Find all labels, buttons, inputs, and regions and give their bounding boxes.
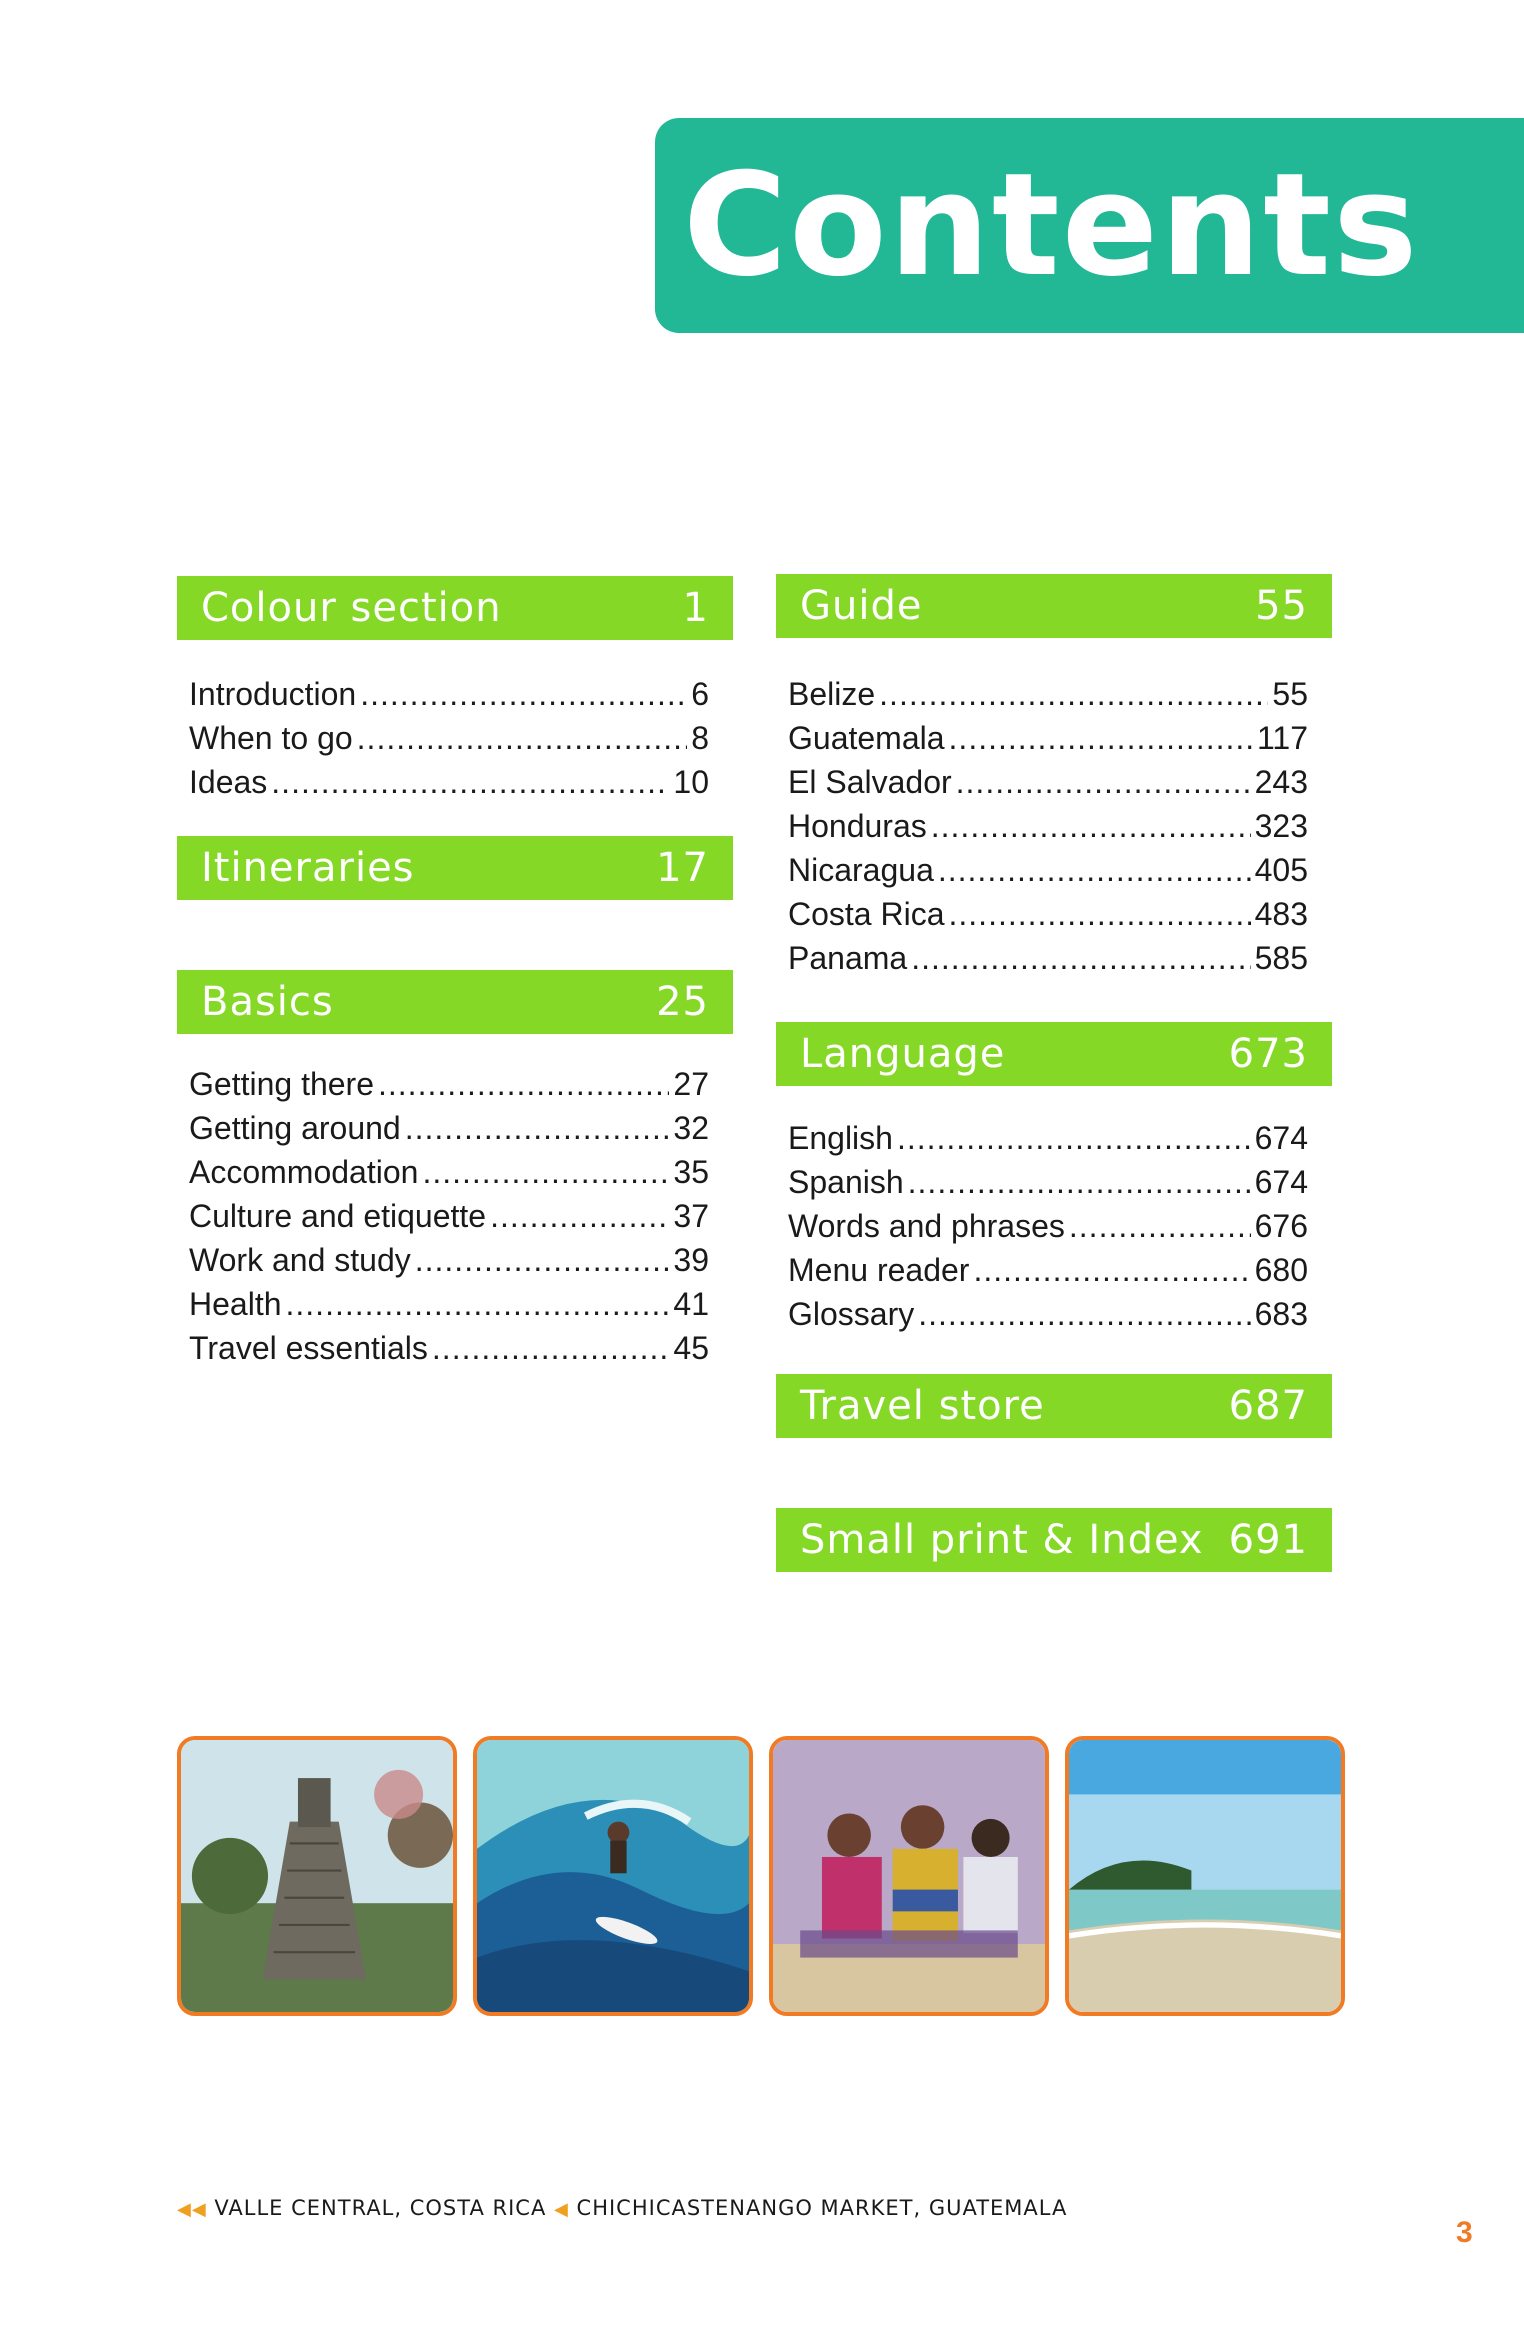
section-bar[interactable] <box>776 574 1332 638</box>
section-title: Small print & Index <box>800 1517 1204 1563</box>
entry-page: 41 <box>673 1286 709 1322</box>
entry-label: Getting around <box>189 1110 401 1146</box>
entry-label: Health <box>189 1286 282 1322</box>
page-title: Contents <box>683 143 1420 308</box>
entry-page: 55 <box>1272 676 1308 712</box>
section-bar[interactable] <box>776 1374 1332 1438</box>
toc-entry[interactable] <box>776 1292 1332 1336</box>
section-language <box>776 1022 1332 1336</box>
leader-dots <box>897 1116 1251 1160</box>
entry-label: Accommodation <box>189 1154 419 1190</box>
leader-dots <box>432 1326 670 1370</box>
mayan-pyramid-photo <box>177 1736 457 2016</box>
leader-dots <box>422 1150 669 1194</box>
section-bar[interactable] <box>776 1022 1332 1086</box>
leader-dots <box>271 760 669 804</box>
entry-label: Work and study <box>189 1242 411 1278</box>
photo-strip <box>177 1736 1347 2014</box>
entry-page: 585 <box>1254 940 1308 976</box>
leader-dots <box>1069 1204 1251 1248</box>
section-title: Language <box>800 1031 1006 1077</box>
toc-entry[interactable] <box>776 716 1332 760</box>
surfer-wave-photo <box>473 1736 753 2016</box>
section-page: 25 <box>656 979 709 1025</box>
page-number: 3 <box>1456 2216 1473 2249</box>
section-title: Travel store <box>800 1383 1045 1429</box>
beach-photo <box>1065 1736 1345 2016</box>
caption-first: VALLE CENTRAL, COSTA RICA <box>214 2196 547 2220</box>
entry-label: Honduras <box>788 808 927 844</box>
entry-label: Words and phrases <box>788 1208 1065 1244</box>
toc-entry[interactable] <box>177 1326 733 1370</box>
section-colour <box>177 576 733 804</box>
leader-dots <box>908 1160 1251 1204</box>
leader-dots <box>286 1282 670 1326</box>
entry-page: 323 <box>1254 808 1308 844</box>
section-bar[interactable] <box>177 970 733 1034</box>
title-tab <box>655 118 1524 333</box>
entry-label: Introduction <box>189 676 357 712</box>
leader-dots <box>357 716 688 760</box>
entry-page: 45 <box>673 1330 709 1366</box>
entry-page: 39 <box>673 1242 709 1278</box>
entry-list <box>776 672 1332 980</box>
entry-label: Ideas <box>189 764 268 800</box>
toc-entry[interactable] <box>177 1194 733 1238</box>
entry-page: 405 <box>1254 852 1308 888</box>
entry-list <box>177 1062 733 1370</box>
entry-page: 680 <box>1254 1252 1308 1288</box>
entry-page: 674 <box>1254 1164 1308 1200</box>
toc-entry[interactable] <box>177 716 733 760</box>
leader-dots <box>949 892 1251 936</box>
leader-dots <box>405 1106 670 1150</box>
leader-dots <box>938 848 1251 892</box>
entry-page: 27 <box>673 1066 709 1102</box>
toc-entry[interactable] <box>776 1248 1332 1292</box>
leader-dots <box>918 1292 1250 1336</box>
section-title: Itineraries <box>201 845 415 891</box>
entry-page: 32 <box>673 1110 709 1146</box>
entry-page: 483 <box>1254 896 1308 932</box>
entry-label: Nicaragua <box>788 852 934 888</box>
entry-label: Culture and etiquette <box>189 1198 487 1234</box>
entry-label: Spanish <box>788 1164 904 1200</box>
entry-label: Panama <box>788 940 908 976</box>
toc-entry[interactable] <box>177 760 733 804</box>
entry-label: Menu reader <box>788 1252 970 1288</box>
left-column <box>177 576 733 1370</box>
entry-label: El Salvador <box>788 764 952 800</box>
entry-page: 117 <box>1256 720 1308 756</box>
leader-dots <box>378 1062 669 1106</box>
entry-label: Getting there <box>189 1066 374 1102</box>
entry-page: 37 <box>673 1198 709 1234</box>
leader-dots <box>879 672 1268 716</box>
toc-entry[interactable] <box>177 1106 733 1150</box>
section-title: Basics <box>201 979 334 1025</box>
entry-label: When to go <box>189 720 353 756</box>
entry-page: 8 <box>691 720 709 756</box>
leader-dots <box>931 804 1251 848</box>
section-small-print <box>776 1508 1332 1572</box>
entry-label: English <box>788 1120 893 1156</box>
entry-page: 676 <box>1254 1208 1308 1244</box>
leader-dots <box>956 760 1251 804</box>
toc-entry[interactable] <box>177 672 733 716</box>
entry-page: 674 <box>1254 1120 1308 1156</box>
section-bar[interactable] <box>177 836 733 900</box>
entry-list <box>776 1116 1332 1336</box>
leader-dots <box>415 1238 670 1282</box>
entry-label: Travel essentials <box>189 1330 428 1366</box>
section-page: 691 <box>1228 1517 1308 1563</box>
section-page: 55 <box>1255 583 1308 629</box>
section-bar[interactable] <box>177 576 733 640</box>
section-title: Colour section <box>201 585 502 631</box>
leader-dots <box>360 672 687 716</box>
section-page: 1 <box>682 585 709 631</box>
section-travel-store <box>776 1374 1332 1438</box>
section-page: 687 <box>1228 1383 1308 1429</box>
entry-label: Belize <box>788 676 876 712</box>
toc-entry[interactable] <box>776 760 1332 804</box>
section-bar[interactable] <box>776 1508 1332 1572</box>
leader-dots <box>973 1248 1250 1292</box>
toc-entry[interactable] <box>776 848 1332 892</box>
toc-entry[interactable] <box>776 1204 1332 1248</box>
toc-entry[interactable] <box>177 1282 733 1326</box>
entry-page: 683 <box>1254 1296 1308 1332</box>
entry-page: 35 <box>673 1154 709 1190</box>
section-title: Guide <box>800 583 923 629</box>
section-itineraries <box>177 836 733 900</box>
toc-entry[interactable] <box>776 892 1332 936</box>
entry-label: Costa Rica <box>788 896 945 932</box>
photo-caption <box>177 2196 1067 2220</box>
leader-dots <box>911 936 1250 980</box>
leader-dots <box>490 1194 669 1238</box>
section-page: 17 <box>656 845 709 891</box>
toc-entry[interactable] <box>177 1150 733 1194</box>
toc-entry[interactable] <box>177 1062 733 1106</box>
section-guide <box>776 574 1332 980</box>
toc-entry[interactable] <box>776 804 1332 848</box>
entry-page: 10 <box>673 764 709 800</box>
right-column <box>776 574 1332 1572</box>
entry-list <box>177 672 733 804</box>
entry-page: 243 <box>1254 764 1308 800</box>
section-page: 673 <box>1228 1031 1308 1077</box>
section-basics <box>177 970 733 1370</box>
entry-page: 6 <box>691 676 709 712</box>
toc-entry[interactable] <box>776 672 1332 716</box>
entry-label: Glossary <box>788 1296 915 1332</box>
market-women-photo <box>769 1736 1049 2016</box>
toc-entry[interactable] <box>776 1116 1332 1160</box>
arrow-icon: ◀ <box>554 2199 569 2220</box>
leader-dots <box>949 716 1253 760</box>
double-arrow-icon: ◀◀ <box>177 2199 207 2220</box>
toc-entry[interactable] <box>776 1160 1332 1204</box>
toc-entry[interactable] <box>177 1238 733 1282</box>
entry-label: Guatemala <box>788 720 945 756</box>
toc-entry[interactable] <box>776 936 1332 980</box>
caption-second: CHICHICASTENANGO MARKET, GUATEMALA <box>576 2196 1068 2220</box>
